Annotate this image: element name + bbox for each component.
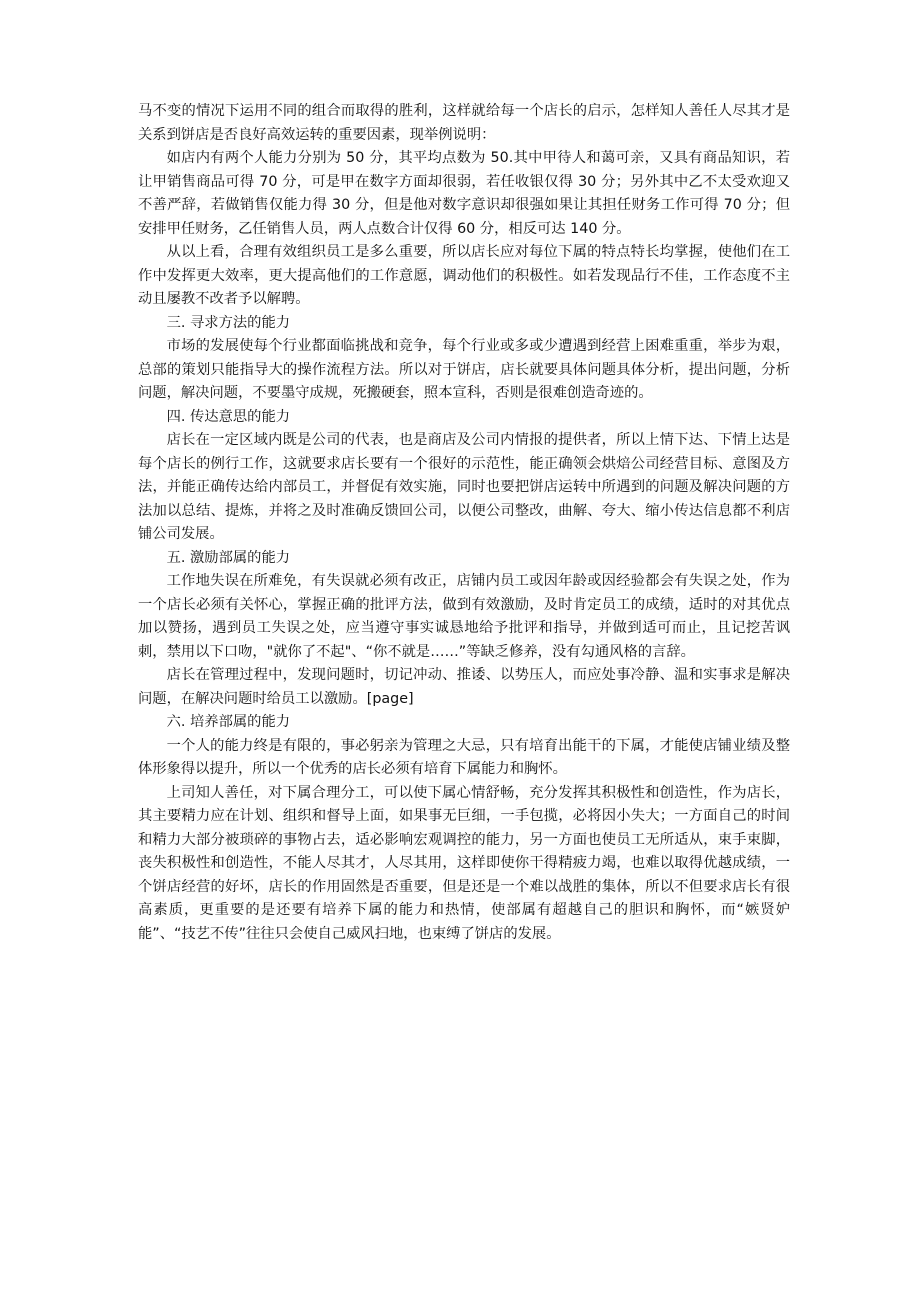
paragraph-section-5a: 工作地失误在所难免，有失误就必须有改正，店铺内员工或因年龄或因经验都会有失误之处，作为一个店长必须有关怀心，掌握正确的批评方法，做到有效激励，及时肯定员工的成绩，适时的对其优点加以赞扬，遇到员工失误之处，应当遵守事实诚恳地给予批评和指导，并做到适可而止，且记挖苦讽刺，禁用以下口吻，"就你了不起"、“你不就是……”等缺乏修养，没有勾通风格的言辞。 — [138, 573, 790, 660]
paragraph-section-6a: 一个人的能力终是有限的，事必躬亲为管理之大忌，只有培育出能干的下属，才能使店铺业绩及整体形象得以提升，所以一个优秀的店长必须有培育下属能力和胸怀。 — [138, 737, 790, 777]
paragraph-section-5b: 店长在管理过程中，发现问题时，切记冲动、推诿、以势压人，而应处事冷静、温和实事求是解决问题，在解决问题时给员工以激励。[page] — [138, 667, 790, 707]
paragraph-section-6b: 上司知人善任，对下属合理分工，可以使下属心情舒畅，充分发挥其积极性和创造性，作为店长，其主要精力应在计划、组织和督导上面，如果事无巨细，一手包揽，必将因小失大；一方面自己的时间和精力大部分被琐碎的事物占去，适必影响宏观调控的能力，另一方面也使员工无所适从，束手束脚，丧失积极性和创造性，不能人尽其才，人尽其用，这样即使你干得精疲力竭，也难以取得优越成绩，一个饼店经营的好坏，店长的作用固然是否重要，但是还是一个难以战胜的集体，所以不但要求店长有很高素质，更重要的是还要有培养下属的能力和热情，使部属有超越自己的胆识和胸怀，而“嫉贤妒能”、“技艺不传”往往只会使自己威风扫地，也束缚了饼店的发展。 — [138, 784, 790, 942]
section-heading-4: 四. 传达意思的能力 — [166, 408, 291, 425]
section-heading-6: 六. 培养部属的能力 — [166, 714, 291, 730]
paragraph-conclusion: 从以上看，合理有效组织员工是多么重要，所以店长应对每位下属的特点特长均掌握，使他们在工作中发挥更大效率，更大提高他们的工作意愿，调动他们的积极性。如若发现品行不佳，工作态度不主动且屡教不改者予以解聘。 — [138, 244, 790, 307]
paragraph-example: 如店内有两个人能力分别为 50 分，其平均点数为 50.其中甲待人和蔼可亲，又具有商品知识，若让甲销售商品可得 70 分，可是甲在数字方面却很弱，若任收银仅得 30 分；另外其中乙不太受欢迎又不善严辞，若做销售仅能力得 30 分，但是他对数字意识却很强如果让其担任财务工作可得 70 分；但安排甲任财务，乙任销售人员，两人点数合计仅得 60 分，相反可达 140 分。 — [138, 150, 790, 237]
paragraph-section-4: 店长在一定区域内既是公司的代表，也是商店及公司内情报的提供者，所以上情下达、下情上达是每个店长的例行工作，这就要求店长要有一个很好的示范性，能正确领会烘焙公司经营目标、意图及方法，并能正确传达给内部员工，并督促有效实施，同时也要把饼店运转中所遇到的问题及解决问题的方法加以总结、提炼，并将之及时准确反馈回公司，以便公司整改，曲解、夸大、缩小传达信息都不利店铺公司发展。 — [138, 432, 790, 542]
document-body — [138, 100, 790, 946]
paragraph-section-3: 市场的发展使每个行业都面临挑战和竞争，每个行业或多或少遭遇到经营上困难重重，举步为艰，总部的策划只能指导大的操作流程方法。所以对于饼店，店长就要具体问题具体分析，提出问题，分析问题，解决问题，不要墨守成规，死搬硬套，照本宣科，否则是很难创造奇迹的。 — [138, 338, 790, 401]
paragraph-intro: 马不变的情况下运用不同的组合而取得的胜利，这样就给每一个店长的启示，怎样知人善任人尽其才是关系到饼店是否良好高效运转的重要因素，现举例说明： — [138, 103, 790, 143]
section-heading-5: 五. 激励部属的能力 — [166, 549, 291, 566]
section-heading-3: 三. 寻求方法的能力 — [166, 314, 291, 331]
